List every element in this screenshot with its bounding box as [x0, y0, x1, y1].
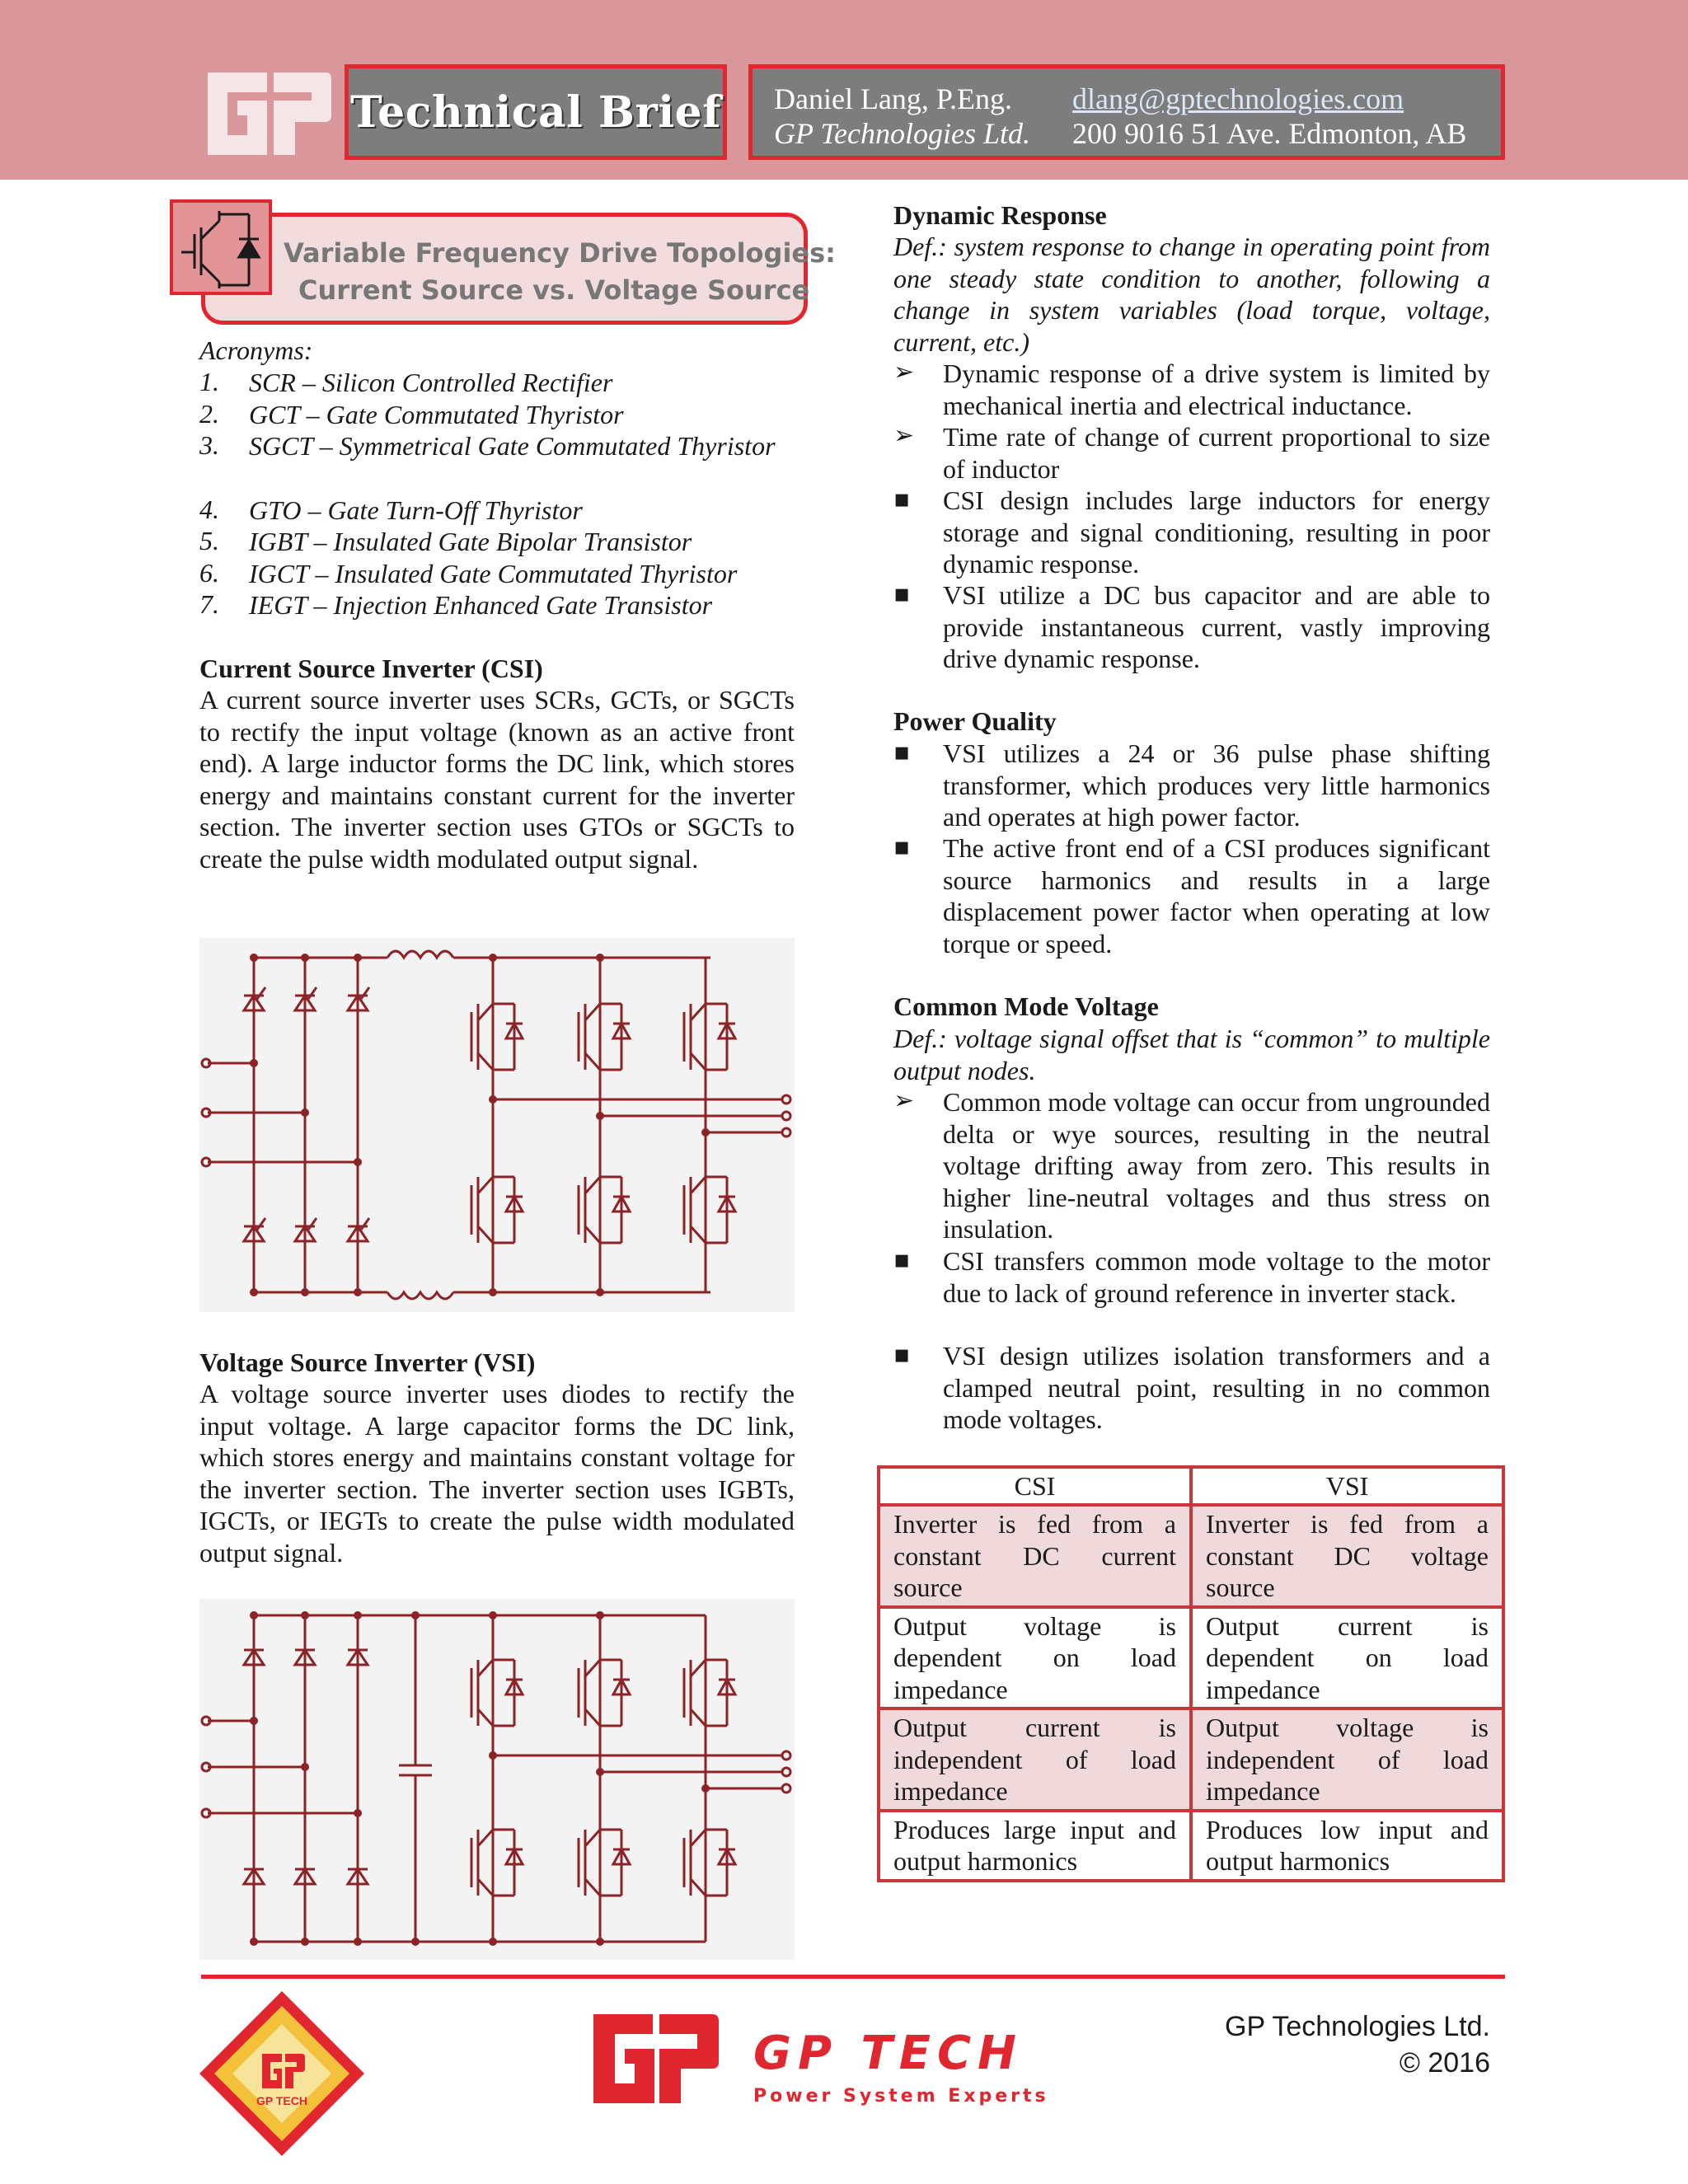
square-bullet-icon: ▪: [893, 738, 911, 766]
bullet-text: Dynamic response of a drive system is limited by mechanical inertia and electrical inductance.: [943, 359, 1490, 420]
acronym-item: IGBT – Insulated Gate Bipolar Transistor: [249, 527, 692, 556]
table-cell: Output voltage is independent of load impedance: [1191, 1708, 1503, 1811]
dynamic-response-definition: Def.: system response to change in operating point from one steady state condition to another, following a change in system variables (load torque, voltage, current, etc.): [893, 232, 1490, 357]
table-row: [879, 1811, 1503, 1881]
acronym-number: 4.: [199, 494, 219, 524]
acronym-number: 3.: [199, 430, 219, 460]
acronym-number: 7.: [199, 589, 219, 619]
author-company: GP Technologies Ltd.: [774, 117, 1031, 150]
anniversary-badge-icon: [196, 1988, 368, 2159]
acronym-number: 6.: [199, 558, 219, 588]
footer-divider: [201, 1975, 1505, 1979]
table-cell: Inverter is fed from a constant DC voltage source: [1191, 1505, 1503, 1607]
acronym-item: IGCT – Insulated Gate Commutated Thyristor: [249, 559, 738, 588]
vsi-description: A voltage source inverter uses diodes to rectify the input voltage. A large capacitor forms the DC link, which stores energy and maintains constant voltage for the inverter section. The inverter section uses IGBTs, IGCTs, or IEGTs to create the pulse width modulated output signal.: [199, 1379, 795, 1568]
acronym-item: SGCT – Symmetrical Gate Commutated Thyristor: [249, 431, 776, 461]
acronym-item: IEGT – Injection Enhanced Gate Transistor: [249, 590, 713, 620]
topic-title-panel: [201, 213, 808, 325]
table-cell: Output current is dependent on load impedance: [1191, 1607, 1503, 1709]
gp-tech-brand-logo: [588, 2011, 1058, 2110]
table-cell: Output current is independent of load impedance: [879, 1708, 1191, 1811]
table-cell: Produces large input and output harmonics: [879, 1811, 1191, 1881]
square-bullet-icon: ▪: [893, 1245, 911, 1274]
square-bullet-icon: ▪: [893, 1340, 911, 1369]
acronym-number: 5.: [199, 526, 219, 555]
author-email-link[interactable]: dlang@gptechnologies.com: [1072, 82, 1404, 115]
table-row: [879, 1607, 1503, 1709]
bullet-text: VSI utilize a DC bus capacitor and are able to provide instantaneous current, vastly improving drive dynamic response.: [943, 580, 1490, 673]
arrow-bullet-icon: ➢: [893, 358, 915, 387]
power-quality-heading: Power Quality: [893, 706, 1057, 736]
table-row: [879, 1505, 1503, 1607]
table-cell: Output voltage is dependent on load impedance: [879, 1607, 1191, 1709]
gp-logo-icon: [198, 68, 334, 160]
bullet-text: The active front end of a CSI produces significant source harmonics and results in a large displacement power factor when operating at low torque or speed.: [943, 833, 1490, 958]
square-bullet-icon: ▪: [893, 832, 911, 861]
table-cell: Inverter is fed from a constant DC current source: [879, 1505, 1191, 1607]
author-contact-box: [748, 64, 1505, 160]
vsi-circuit-diagram: [199, 1599, 795, 1960]
acronym-item: SCR – Silicon Controlled Rectifier: [249, 368, 613, 397]
bullet-text: CSI transfers common mode voltage to the motor due to lack of ground reference in inverter stack.: [943, 1246, 1490, 1308]
igbt-symbol-icon: [170, 199, 272, 295]
common-mode-heading: Common Mode Voltage: [893, 991, 1159, 1021]
acronym-number: 1.: [199, 367, 219, 396]
table-header-row: [879, 1467, 1503, 1505]
acronym-item: GCT – Gate Commutated Thyristor: [249, 400, 624, 429]
acronym-number: 2.: [199, 399, 219, 429]
column-header-csi: CSI: [879, 1467, 1191, 1505]
csi-heading: Current Source Inverter (CSI): [199, 654, 543, 683]
author-address: 200 9016 51 Ave. Edmonton, AB: [1072, 117, 1467, 150]
bullet-text: Time rate of change of current proportional to size of inductor: [943, 422, 1490, 484]
bullet-text: VSI utilizes a 24 or 36 pulse phase shifting transformer, which produces very little harmonics and operates at high power factor.: [943, 738, 1490, 832]
common-mode-definition: Def.: voltage signal offset that is “common” to multiple output nodes.: [893, 1024, 1490, 1085]
dynamic-response-heading: Dynamic Response: [893, 200, 1107, 230]
document-type-title: Technical Brief: [349, 87, 722, 138]
badge-label: GP TECH: [256, 2094, 307, 2107]
brand-wordmark: GP TECH: [753, 2027, 1023, 2080]
vsi-heading: Voltage Source Inverter (VSI): [199, 1347, 536, 1377]
csi-circuit-diagram: [199, 938, 795, 1312]
column-header-vsi: VSI: [1191, 1467, 1503, 1505]
square-bullet-icon: ▪: [893, 485, 911, 513]
topic-title-line-2: Current Source vs. Voltage Source: [298, 274, 810, 306]
arrow-bullet-icon: ➢: [893, 1086, 915, 1115]
table-cell: Produces low input and output harmonics: [1191, 1811, 1503, 1881]
table-row: [879, 1708, 1503, 1811]
bullet-text: CSI design includes large inductors for energy storage and signal conditioning, resulting in poor dynamic response.: [943, 485, 1490, 579]
acronym-item: GTO – Gate Turn-Off Thyristor: [249, 495, 583, 525]
technical-brief-banner: [345, 64, 727, 160]
footer-copyright: © 2016: [1399, 2047, 1490, 2079]
square-bullet-icon: ▪: [893, 579, 911, 608]
footer-company: GP Technologies Ltd.: [1225, 2011, 1490, 2042]
arrow-bullet-icon: ➢: [893, 421, 915, 450]
acronyms-heading: Acronyms:: [199, 335, 313, 365]
brand-tagline: Power System Experts: [753, 2086, 1049, 2107]
topic-title-line-1: Variable Frequency Drive Topologies:: [284, 237, 836, 269]
bullet-text: VSI design utilizes isolation transformers and a clamped neutral point, resulting in no common mode voltages.: [943, 1341, 1490, 1434]
author-name: Daniel Lang, P.Eng.: [774, 82, 1012, 115]
csi-vsi-comparison-table: [877, 1465, 1505, 1882]
csi-description: A current source inverter uses SCRs, GCTs, or SGCTs to rectify the input voltage (known as an active front end). A large inductor forms the DC link, which stores energy and maintains constant current for the inverter section. The inverter section uses GTOs or SGCTs to create the pulse width modulated output signal.: [199, 685, 795, 874]
bullet-text: Common mode voltage can occur from ungrounded delta or wye sources, resulting in the neutral voltage drifting away from zero. This results in higher line-neutral voltages and thus stress on insulation.: [943, 1087, 1490, 1244]
